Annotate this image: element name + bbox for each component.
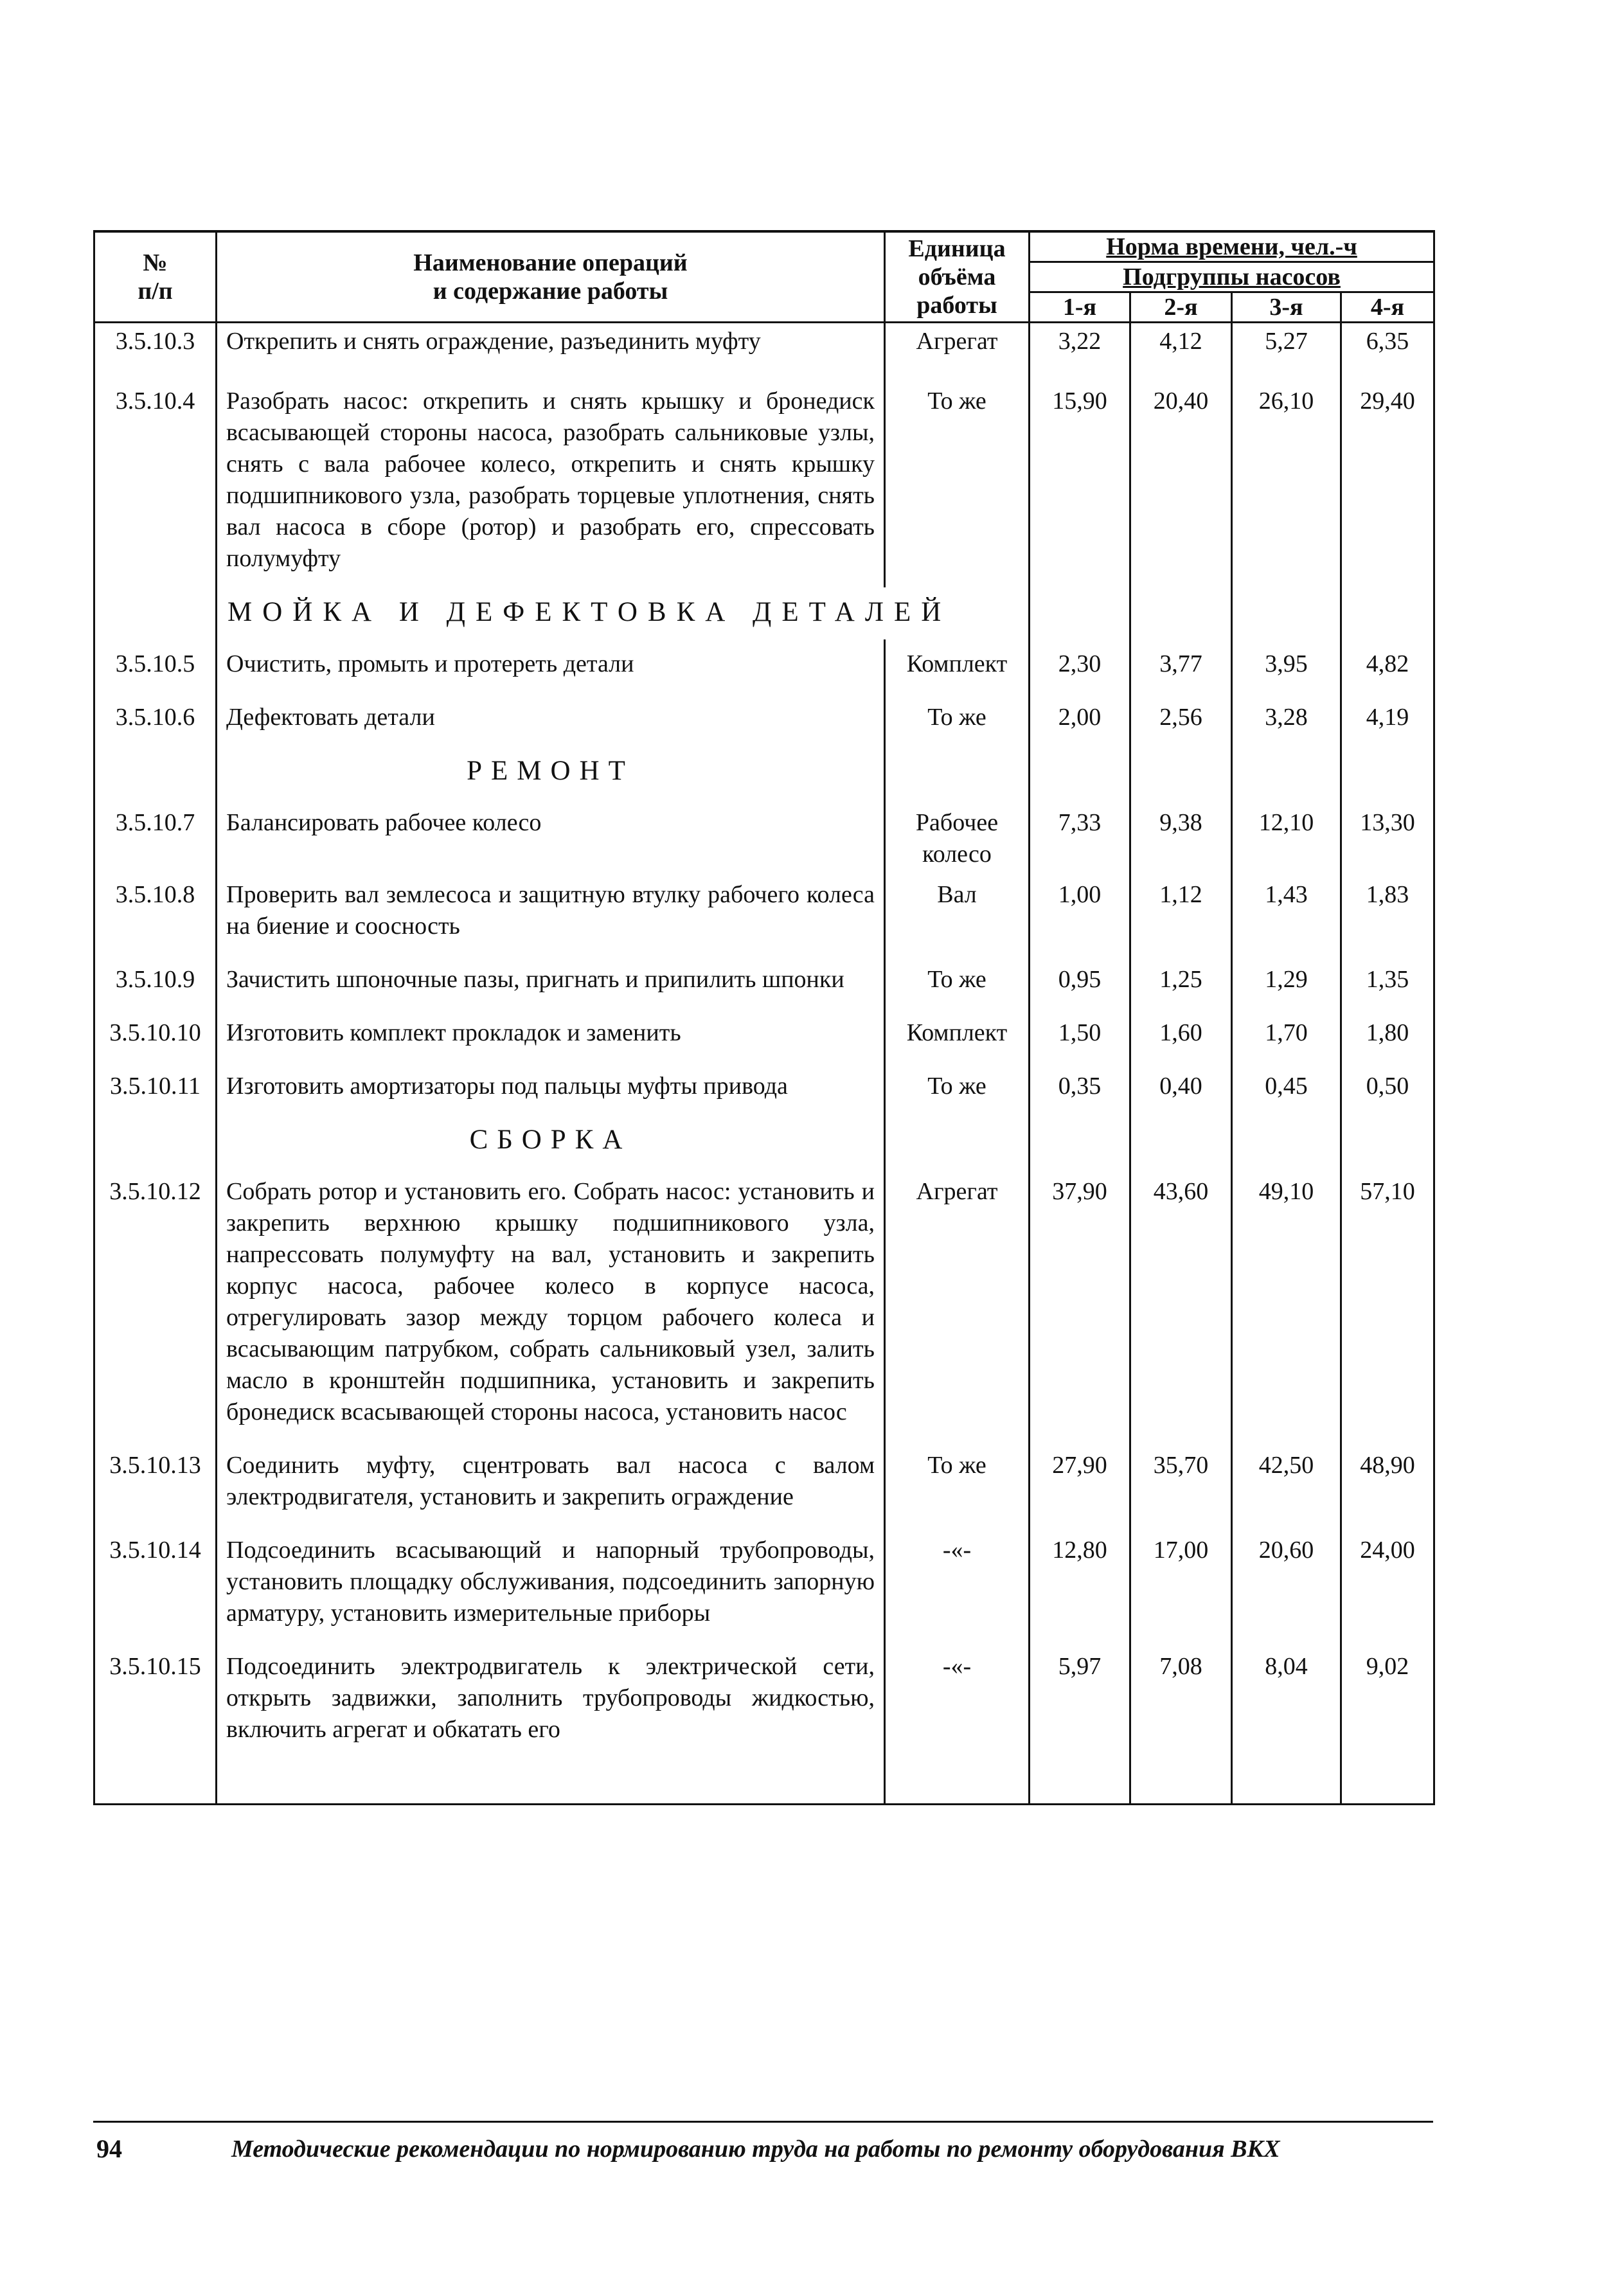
row-value-4: 48,90 <box>1341 1441 1434 1526</box>
row-value-4: 4,82 <box>1341 639 1434 693</box>
row-value-2: 1,12 <box>1130 870 1232 955</box>
row-value-2: 1,25 <box>1130 955 1232 1008</box>
row-value-4: 24,00 <box>1341 1526 1434 1642</box>
row-value-3: 12,10 <box>1232 798 1341 870</box>
row-unit: Вал <box>885 870 1030 955</box>
row-operation: Соединить муфту, сцентровать вал насоса с валом электродвигателя, установить и закрепить ограждение <box>217 1441 885 1526</box>
row-unit: Агрегат <box>885 1167 1030 1441</box>
row-value-3: 1,29 <box>1232 955 1341 1008</box>
row-operation: Собрать ротор и установить его. Собрать насос: установить и закрепить верхнюю крышку подшипникового узла, напрессовать полумуфту на вал, установить и закрепить корпус насоса, рабочее колесо в корпусе насоса, отрегулировать зазор между торцом рабочего колеса и всасывающим патрубком, собрать сальниковый узел, залить масло в кронштейн подшипника, установить и закрепить бронедиск всасывающей стороны насоса, установить насос <box>217 1167 885 1441</box>
header-subgroup-4: 4-я <box>1341 292 1434 323</box>
row-value-1: 0,35 <box>1030 1062 1130 1115</box>
row-operation: Подсоединить всасывающий и напорный трубопроводы, установить площадку обслуживания, подсоединить запорную арматуру, установить измерительные приборы <box>217 1526 885 1642</box>
row-value-2: 0,40 <box>1130 1062 1232 1115</box>
row-number: 3.5.10.10 <box>94 1008 217 1062</box>
row-value-4: 9,02 <box>1341 1642 1434 1758</box>
table-row <box>94 798 1434 870</box>
row-value-3: 0,45 <box>1232 1062 1341 1115</box>
row-operation: Очистить, промыть и протереть детали <box>217 639 885 693</box>
row-number: 3.5.10.4 <box>94 377 217 587</box>
section-row-assembly <box>94 1115 1434 1167</box>
row-unit: -«- <box>885 1642 1030 1758</box>
row-value-1: 1,00 <box>1030 870 1130 955</box>
row-unit: То же <box>885 1441 1030 1526</box>
header-subgroup-1: 1-я <box>1030 292 1130 323</box>
row-value-3: 1,43 <box>1232 870 1341 955</box>
section-title-washing: МОЙКА И ДЕФЕКТОВКА ДЕТАЛЕЙ <box>228 597 952 627</box>
row-number: 3.5.10.12 <box>94 1167 217 1441</box>
row-value-1: 7,33 <box>1030 798 1130 870</box>
row-value-2: 4,12 <box>1130 323 1232 377</box>
row-number: 3.5.10.11 <box>94 1062 217 1115</box>
page-number: 94 <box>96 2134 122 2163</box>
section-title-assembly: СБОРКА <box>469 1125 632 1155</box>
row-value-2: 43,60 <box>1130 1167 1232 1441</box>
row-operation: Подсоединить электродвигатель к электрической сети, открыть задвижки, заполнить трубопроводы жидкостью, включить агрегат и обкатать его <box>217 1642 885 1758</box>
row-value-2: 35,70 <box>1130 1441 1232 1526</box>
row-operation: Зачистить шпоночные пазы, пригнать и припилить шпонки <box>217 955 885 1008</box>
row-value-1: 0,95 <box>1030 955 1130 1008</box>
header-col-unit <box>885 231 1030 323</box>
table-row <box>94 323 1434 377</box>
header-col-name <box>217 231 885 323</box>
header-norm-title: Норма времени, чел.-ч <box>1030 231 1434 262</box>
row-value-4: 4,19 <box>1341 693 1434 746</box>
row-operation: Дефектовать детали <box>217 693 885 746</box>
row-number: 3.5.10.3 <box>94 323 217 377</box>
table-row <box>94 870 1434 955</box>
row-value-3: 3,95 <box>1232 639 1341 693</box>
header-col-number: № п/п <box>94 231 217 323</box>
row-unit: Комплект <box>885 1008 1030 1062</box>
row-value-1: 37,90 <box>1030 1167 1130 1441</box>
table-row <box>94 1062 1434 1115</box>
row-value-1: 27,90 <box>1030 1441 1130 1526</box>
row-unit: Агрегат <box>885 323 1030 377</box>
row-number: 3.5.10.14 <box>94 1526 217 1642</box>
row-operation: Балансировать рабочее колесо <box>217 798 885 870</box>
row-operation: Разобрать насос: открепить и снять крышку и бронедиск всасывающей стороны насоса, разобрать сальниковые узлы, снять с вала рабочее колесо, открепить и снять крышку подшипникового узла, разобрать торцевые уплотнения, снять вал насоса в сборе (ротор) и разобрать его, спрессовать полумуфту <box>217 377 885 587</box>
row-unit: Комплект <box>885 639 1030 693</box>
row-operation: Изготовить амортизаторы под пальцы муфты привода <box>217 1062 885 1115</box>
row-value-1: 15,90 <box>1030 377 1130 587</box>
row-value-4: 1,80 <box>1341 1008 1434 1062</box>
row-number: 3.5.10.15 <box>94 1642 217 1758</box>
table-row <box>94 1526 1434 1642</box>
table-header <box>94 231 1434 323</box>
row-value-3: 1,70 <box>1232 1008 1341 1062</box>
row-value-2: 1,60 <box>1130 1008 1232 1062</box>
labor-norms-table <box>93 230 1435 1805</box>
row-value-4: 6,35 <box>1341 323 1434 377</box>
table-row <box>94 1441 1434 1526</box>
row-value-4: 0,50 <box>1341 1062 1434 1115</box>
row-value-1: 12,80 <box>1030 1526 1130 1642</box>
footer-rule <box>93 2121 1433 2123</box>
row-value-2: 20,40 <box>1130 377 1232 587</box>
section-row-washing <box>94 587 1434 639</box>
row-number: 3.5.10.13 <box>94 1441 217 1526</box>
row-value-3: 42,50 <box>1232 1441 1341 1526</box>
row-value-4: 57,10 <box>1341 1167 1434 1441</box>
row-value-2: 9,38 <box>1130 798 1232 870</box>
row-value-1: 5,97 <box>1030 1642 1130 1758</box>
row-operation: Изготовить комплект прокладок и заменить <box>217 1008 885 1062</box>
row-operation: Проверить вал землесоса и защитную втулку рабочего колеса на биение и соосность <box>217 870 885 955</box>
table-row <box>94 1008 1434 1062</box>
footer-title: Методические рекомендации по нормированию труда на работы по ремонту оборудования ВКХ <box>231 2136 1280 2163</box>
row-value-3: 5,27 <box>1232 323 1341 377</box>
section-row-repair <box>94 746 1434 798</box>
header-subgroup-title: Подгруппы насосов <box>1030 262 1434 292</box>
row-value-2: 17,00 <box>1130 1526 1232 1642</box>
table-row <box>94 955 1434 1008</box>
row-operation: Открепить и снять ограждение, разъединить муфту <box>217 323 885 377</box>
row-number: 3.5.10.9 <box>94 955 217 1008</box>
row-number: 3.5.10.7 <box>94 798 217 870</box>
row-value-1: 2,00 <box>1030 693 1130 746</box>
row-value-2: 7,08 <box>1130 1642 1232 1758</box>
row-value-2: 2,56 <box>1130 693 1232 746</box>
row-unit: То же <box>885 1062 1030 1115</box>
row-number: 3.5.10.8 <box>94 870 217 955</box>
header-subgroup-3: 3-я <box>1232 292 1341 323</box>
row-value-1: 3,22 <box>1030 323 1130 377</box>
row-value-3: 49,10 <box>1232 1167 1341 1441</box>
row-number: 3.5.10.6 <box>94 693 217 746</box>
row-unit: -«- <box>885 1526 1030 1642</box>
row-unit: То же <box>885 377 1030 587</box>
section-title-repair: РЕМОНТ <box>467 756 634 786</box>
row-unit: То же <box>885 955 1030 1008</box>
row-value-3: 26,10 <box>1232 377 1341 587</box>
table-row <box>94 639 1434 693</box>
row-number: 3.5.10.5 <box>94 639 217 693</box>
table-row <box>94 1167 1434 1441</box>
row-value-1: 2,30 <box>1030 639 1130 693</box>
table-row <box>94 377 1434 587</box>
row-value-3: 3,28 <box>1232 693 1341 746</box>
row-value-2: 3,77 <box>1130 639 1232 693</box>
header-unit-line2: объёма <box>918 263 996 290</box>
header-name-line1: Наименование операций <box>413 249 688 276</box>
table-bottom-spacer <box>94 1758 1434 1805</box>
row-value-4: 13,30 <box>1341 798 1434 870</box>
header-subgroup-2: 2-я <box>1130 292 1232 323</box>
row-value-3: 20,60 <box>1232 1526 1341 1642</box>
header-name-line2: и содержание работы <box>433 278 668 305</box>
table-row <box>94 1642 1434 1758</box>
row-value-1: 1,50 <box>1030 1008 1130 1062</box>
table-row <box>94 693 1434 746</box>
row-value-4: 1,35 <box>1341 955 1434 1008</box>
row-value-4: 29,40 <box>1341 377 1434 587</box>
row-unit: То же <box>885 693 1030 746</box>
header-unit-line1: Единица <box>908 235 1006 262</box>
header-unit-line3: работы <box>916 292 997 319</box>
row-value-4: 1,83 <box>1341 870 1434 955</box>
row-unit: Рабочее колесо <box>885 798 1030 870</box>
row-value-3: 8,04 <box>1232 1642 1341 1758</box>
